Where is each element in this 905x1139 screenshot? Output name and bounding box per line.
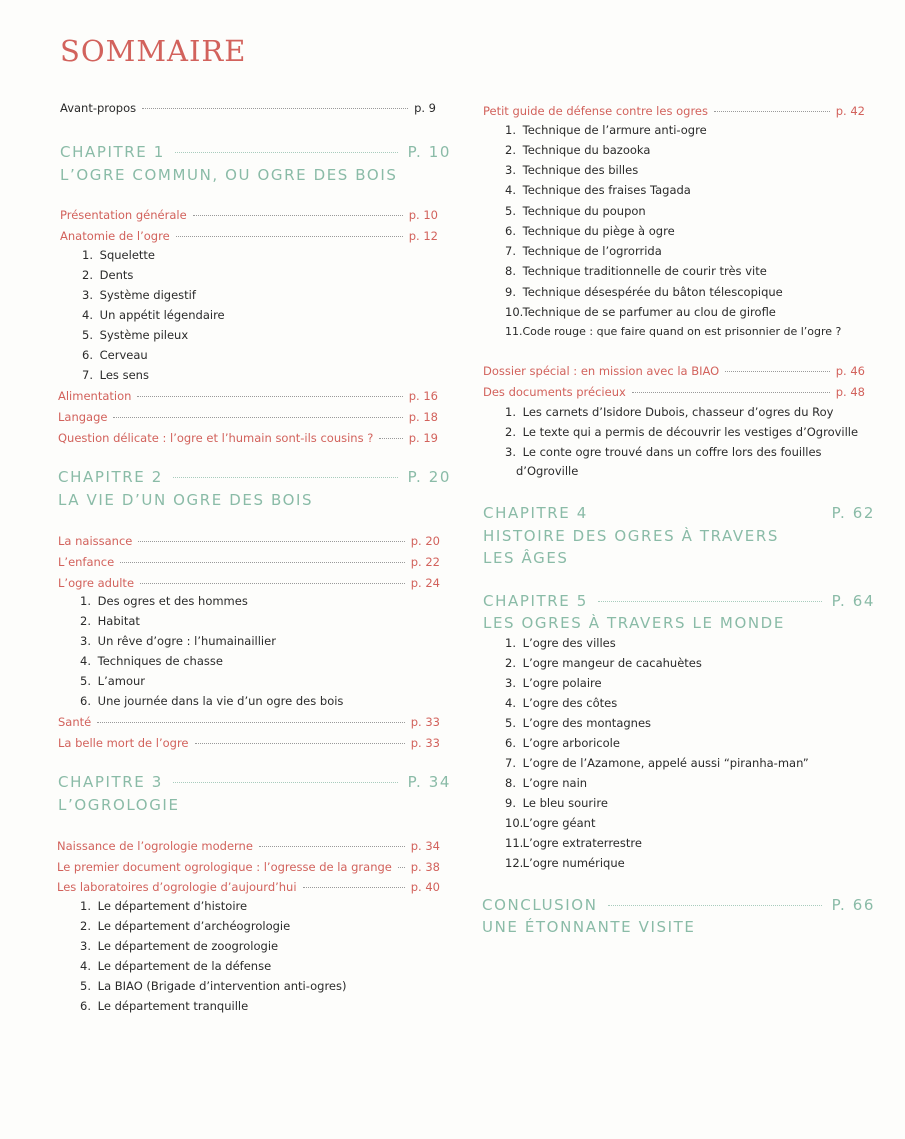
entry-label: L’enfance: [58, 555, 115, 569]
chapter-label: CHAPITRE 2: [58, 468, 163, 486]
list-item: 4. Le département de la défense: [80, 959, 272, 973]
list-item: 1. Technique de l’armure anti-ogre: [505, 123, 707, 137]
list-item-continued: d’Ogroville: [516, 464, 579, 478]
chapter-page: P. 20: [407, 468, 451, 486]
entry-page: p. 10: [408, 208, 438, 222]
chapter-5-heading[interactable]: [483, 592, 875, 610]
leader-dots: [259, 846, 405, 847]
leader-dots: [598, 601, 822, 602]
leader-dots: [195, 743, 405, 744]
chapter-page: P. 34: [407, 773, 451, 791]
list-item: 1. L’ogre des villes: [505, 636, 616, 650]
entry-page: p. 16: [408, 389, 438, 403]
list-item: 4. Techniques de chasse: [80, 654, 223, 668]
entry-page: p. 33: [410, 736, 440, 750]
leader-dots: [193, 215, 403, 216]
entry-label: Anatomie de l’ogre: [60, 229, 170, 243]
toc-entry[interactable]: [58, 736, 440, 750]
page-title: SOMMAIRE: [60, 34, 247, 68]
chapter-label: CHAPITRE 5: [483, 592, 588, 610]
list-item: 8. Technique traditionnelle de courir très vite: [505, 264, 767, 278]
list-item: 3. Système digestif: [82, 288, 196, 302]
toc-entry[interactable]: [58, 715, 440, 729]
list-item: 10. Technique de se parfumer au clou de girofle: [505, 305, 776, 319]
list-item: 5. Technique du poupon: [505, 204, 646, 218]
list-item: 4. L’ogre des côtes: [505, 696, 618, 710]
toc-entry[interactable]: [57, 860, 440, 874]
toc-entry[interactable]: [58, 576, 440, 590]
list-item: 6. Cerveau: [82, 348, 148, 362]
entry-label: Alimentation: [58, 389, 132, 403]
list-item: 6. L’ogre arboricole: [505, 736, 620, 750]
chapter-label: CHAPITRE 3: [58, 773, 163, 791]
toc-entry[interactable]: [58, 431, 438, 445]
leader-dots: [97, 722, 405, 723]
leader-dots: [137, 396, 402, 397]
list-item: 2. Le texte qui a permis de découvrir les vestiges d’Ogroville: [505, 425, 859, 439]
list-item: 8. L’ogre nain: [505, 776, 588, 790]
entry-label: Des documents précieux: [483, 385, 626, 399]
toc-entry[interactable]: [60, 229, 438, 243]
entry-label: Petit guide de défense contre les ogres: [483, 104, 708, 118]
entry-page: p. 24: [410, 576, 440, 590]
list-item: 3. L’ogre polaire: [505, 676, 602, 690]
list-item: 3. Un rêve d’ogre : l’humainaillier: [80, 634, 276, 648]
entry-page: p. 42: [835, 104, 865, 118]
list-item: 1. Les carnets d’Isidore Dubois, chasseur d’ogres du Roy: [505, 405, 834, 419]
chapter-4-title: HISTOIRE DES OGRES À TRAVERS: [483, 527, 780, 545]
list-item: 5. Système pileux: [82, 328, 189, 342]
leader-dots: [598, 513, 822, 514]
leader-dots: [175, 152, 398, 153]
chapter-4-heading[interactable]: [483, 504, 875, 522]
list-item: 7. Technique de l’ogrorrida: [505, 244, 662, 258]
list-item: 6. Le département tranquille: [80, 999, 249, 1013]
chapter-label: CHAPITRE 1: [60, 143, 165, 161]
entry-page: p. 22: [410, 555, 440, 569]
entry-label: Avant-propos: [60, 101, 137, 115]
chapter-page: P. 66: [831, 896, 875, 914]
list-item: 7. L’ogre de l’Azamone, appelé aussi “piranha-man”: [505, 756, 809, 770]
entry-page: p. 34: [410, 839, 440, 853]
chapter-label: CONCLUSION: [482, 896, 598, 914]
list-item: 5. L’amour: [80, 674, 146, 688]
toc-entry[interactable]: [57, 839, 440, 853]
toc-entry-dossier[interactable]: [483, 364, 865, 378]
chapter-2-title: LA VIE D’UN OGRE DES BOIS: [58, 491, 314, 509]
list-item: 4. Technique des fraises Tagada: [505, 183, 691, 197]
list-item: 6. Technique du piège à ogre: [505, 224, 675, 238]
chapter-label: CHAPITRE 4: [483, 504, 588, 522]
list-item: 2. Le département d’archéogrologie: [80, 919, 291, 933]
leader-dots: [142, 108, 408, 109]
list-item: 5. La BIAO (Brigade d’intervention anti-ogres): [80, 979, 347, 993]
leader-dots: [725, 371, 830, 372]
entry-label: Les laboratoires d’ogrologie d’aujourd’hui: [57, 880, 297, 894]
chapter-5-title: LES OGRES À TRAVERS LE MONDE: [483, 614, 785, 632]
leader-dots: [173, 477, 398, 478]
chapter-3-title: L’OGROLOGIE: [58, 796, 180, 814]
leader-dots: [140, 583, 405, 584]
toc-entry-documents[interactable]: [483, 385, 865, 399]
toc-entry[interactable]: [60, 208, 438, 222]
entry-label: La belle mort de l’ogre: [58, 736, 189, 750]
toc-entry[interactable]: [58, 555, 440, 569]
list-item: 3. Le conte ogre trouvé dans un coffre lors des fouilles: [505, 445, 822, 459]
entry-label: La naissance: [58, 534, 133, 548]
entry-label: Question délicate : l’ogre et l’humain sont-ils cousins ?: [58, 431, 374, 445]
toc-entry-avant-propos[interactable]: [60, 101, 436, 115]
entry-page: p. 19: [408, 431, 438, 445]
list-item: 11. Code rouge : que faire quand on est prisonnier de l’ogre ?: [505, 325, 842, 338]
conclusion-title: UNE ÉTONNANTE VISITE: [482, 918, 696, 936]
list-item: 12. L’ogre numérique: [505, 856, 625, 870]
toc-entry[interactable]: [58, 534, 440, 548]
chapter-1-title: L’OGRE COMMUN, OU OGRE DES BOIS: [60, 166, 398, 184]
leader-dots: [113, 417, 402, 418]
list-item: 10. L’ogre géant: [505, 816, 596, 830]
list-item: 1. Des ogres et des hommes: [80, 594, 248, 608]
chapter-page: P. 62: [831, 504, 875, 522]
entry-page: p. 33: [410, 715, 440, 729]
list-item: 11. L’ogre extraterrestre: [505, 836, 642, 850]
toc-entry[interactable]: [58, 389, 438, 403]
chapter-page: P. 10: [407, 143, 451, 161]
entry-page: p. 20: [410, 534, 440, 548]
chapter-3-heading[interactable]: [58, 773, 451, 791]
entry-page: p. 48: [835, 385, 865, 399]
entry-label: L’ogre adulte: [58, 576, 135, 590]
entry-page: p. 9: [414, 101, 436, 115]
entry-label: Naissance de l’ogrologie moderne: [57, 839, 253, 853]
entry-label: Dossier spécial : en mission avec la BIAO: [483, 364, 720, 378]
list-item: 2. L’ogre mangeur de cacahuètes: [505, 656, 702, 670]
entry-page: p. 40: [410, 880, 440, 894]
entry-page: p. 18: [408, 410, 438, 424]
list-item: 9. Technique désespérée du bâton télescopique: [505, 285, 783, 299]
leader-dots: [303, 887, 405, 888]
toc-entry-guide[interactable]: [483, 104, 865, 118]
list-item: 7. Les sens: [82, 368, 149, 382]
chapter-4-title-line2: LES ÂGES: [483, 549, 569, 567]
chapter-2-heading[interactable]: [58, 468, 451, 486]
list-item: 2. Dents: [82, 268, 134, 282]
leader-dots: [379, 438, 402, 439]
leader-dots: [398, 867, 405, 868]
toc-entry[interactable]: [57, 880, 440, 894]
entry-page: p. 38: [410, 860, 440, 874]
leader-dots: [120, 562, 405, 563]
conclusion-heading[interactable]: [482, 896, 875, 914]
list-item: 4. Un appétit légendaire: [82, 308, 225, 322]
entry-label: Présentation générale: [60, 208, 187, 222]
list-item: 3. Technique des billes: [505, 163, 639, 177]
entry-label: Le premier document ogrologique : l’ogresse de la grange: [57, 860, 392, 874]
list-item: 2. Habitat: [80, 614, 140, 628]
chapter-page: P. 64: [831, 592, 875, 610]
leader-dots: [632, 392, 830, 393]
list-item: 1. Le département d’histoire: [80, 899, 248, 913]
leader-dots: [608, 905, 822, 906]
chapter-1-heading[interactable]: [60, 143, 451, 161]
list-item: 3. Le département de zoogrologie: [80, 939, 279, 953]
list-item: 5. L’ogre des montagnes: [505, 716, 652, 730]
entry-page: p. 46: [835, 364, 865, 378]
list-item: 2. Technique du bazooka: [505, 143, 651, 157]
leader-dots: [176, 236, 403, 237]
list-item: 1. Squelette: [82, 248, 155, 262]
entry-label: Langage: [58, 410, 108, 424]
entry-label: Santé: [58, 715, 92, 729]
leader-dots: [714, 111, 830, 112]
leader-dots: [138, 541, 404, 542]
list-item: 6. Une journée dans la vie d’un ogre des bois: [80, 694, 344, 708]
list-item: 9. Le bleu sourire: [505, 796, 608, 810]
toc-entry[interactable]: [58, 410, 438, 424]
leader-dots: [173, 782, 398, 783]
entry-page: p. 12: [408, 229, 438, 243]
